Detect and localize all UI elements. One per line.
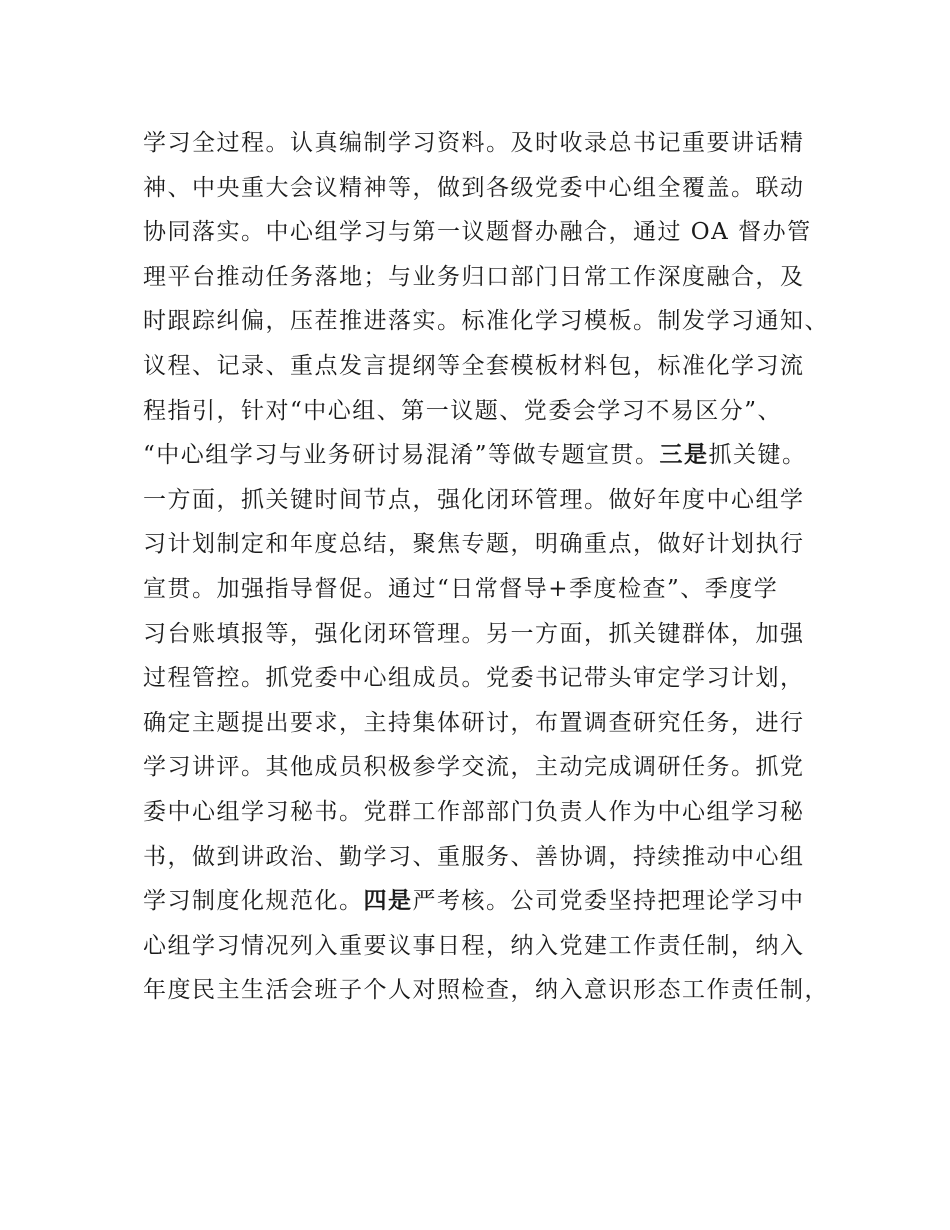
bold-keyword: 四是 xyxy=(363,888,413,915)
text-line xyxy=(143,612,833,657)
text-segment: 习台账填报等，强化闭环管理。另一方面，抓关键群体，加强 xyxy=(143,620,805,647)
text-segment: 神、中央重大会议精神等，做到各级党委中心组全覆盖。联动 xyxy=(143,174,805,201)
text-line xyxy=(143,389,833,434)
text-line xyxy=(143,299,833,344)
text-line xyxy=(143,121,833,166)
text-line xyxy=(143,701,833,746)
bold-keyword: 三是 xyxy=(659,442,709,469)
text-line xyxy=(143,924,833,969)
text-segment: 抓关键。 xyxy=(708,442,807,469)
text-line xyxy=(143,478,833,523)
text-line xyxy=(143,344,833,389)
text-line xyxy=(143,433,833,478)
text-segment: 严考核。公司党委坚持把理论学习中 xyxy=(412,888,805,915)
text-line xyxy=(143,210,833,255)
text-segment: 习计划制定和年度总结，聚焦专题，明确重点，做好计划执行 xyxy=(143,531,805,558)
text-segment: 宣贯。加强指导督促。通过“日常督导+季度检查”、季度学 xyxy=(143,575,779,602)
text-segment: 委中心组学习秘书。党群工作部部门负责人作为中心组学习秘 xyxy=(143,798,805,825)
text-segment: 学习全过程。认真编制学习资料。及时收录总书记重要讲话精 xyxy=(143,130,805,156)
body-text xyxy=(143,121,833,1013)
text-line xyxy=(143,835,833,880)
text-segment: 协同落实。中心组学习与第一议题督办融合，通过 OA 督办管 xyxy=(143,219,812,246)
text-segment: 理平台推动任务落地；与业务归口部门日常工作深度融合，及 xyxy=(143,263,805,290)
text-line xyxy=(143,745,833,790)
text-line xyxy=(143,255,833,300)
text-line xyxy=(143,166,833,211)
text-line xyxy=(143,790,833,835)
text-segment: 书，做到讲政治、勤学习、重服务、善协调，持续推动中心组 xyxy=(143,843,805,870)
text-segment: 一方面，抓关键时间节点，强化闭环管理。做好年度中心组学 xyxy=(143,486,805,513)
text-segment: “中心组学习与业务研讨易混淆”等做专题宣贯。 xyxy=(143,442,660,469)
text-line xyxy=(143,567,833,612)
text-segment: 学习讲评。其他成员积极参学交流，主动完成调研任务。抓党 xyxy=(143,754,805,781)
text-line xyxy=(143,879,833,924)
text-line xyxy=(143,968,833,1013)
text-segment: 年度民主生活会班子个人对照检查，纳入意识形态工作责任制， xyxy=(143,977,829,1004)
text-segment: 时跟踪纠偏，压茬推进落实。标准化学习模板。制发学习通知、 xyxy=(143,308,829,335)
text-line xyxy=(143,522,833,567)
text-segment: 议程、记录、重点发言提纲等全套模板材料包，标准化学习流 xyxy=(143,352,805,379)
text-segment: 确定主题提出要求，主持集体研讨，布置调查研究任务，进行 xyxy=(143,709,805,736)
text-line xyxy=(143,656,833,701)
text-segment: 程指引，针对“中心组、第一议题、党委会学习不易区分”、 xyxy=(143,397,783,424)
text-segment: 过程管控。抓党委中心组成员。党委书记带头审定学习计划， xyxy=(143,665,805,692)
text-segment: 心组学习情况列入重要议事日程，纳入党建工作责任制，纳入 xyxy=(143,932,805,959)
text-segment: 学习制度化规范化。 xyxy=(143,888,364,915)
